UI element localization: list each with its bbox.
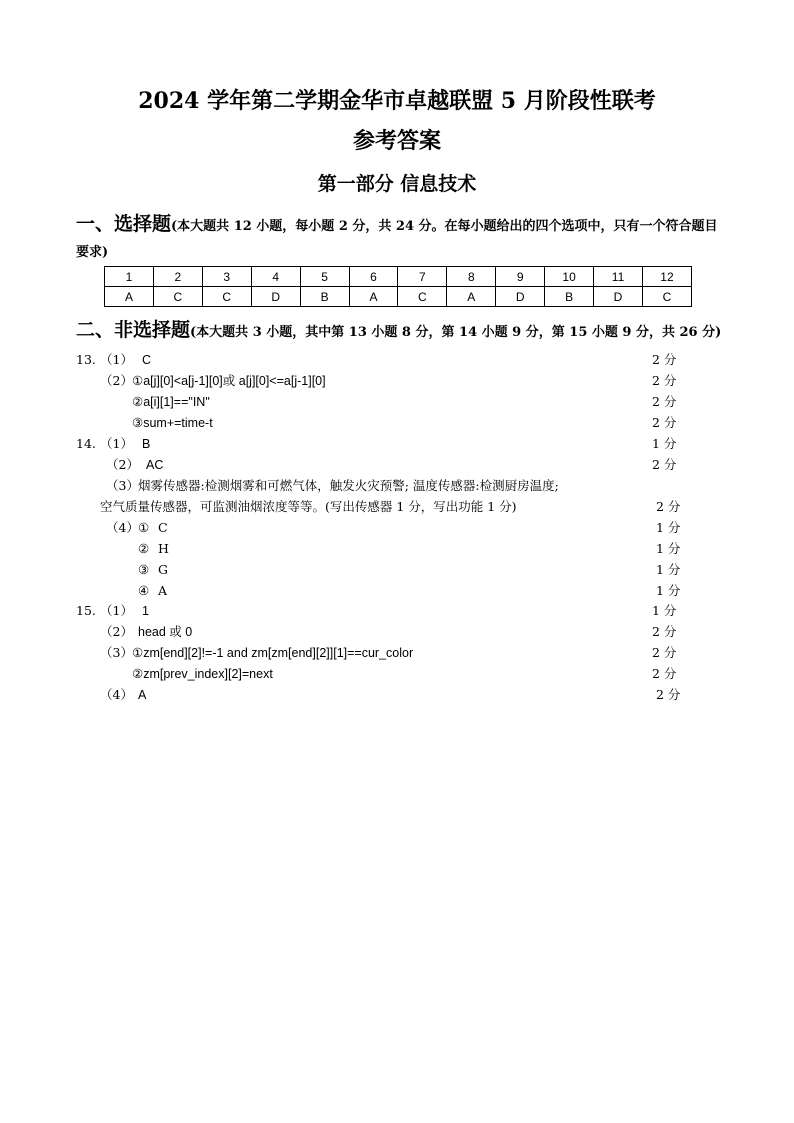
- section1-title: 一、选择题: [76, 213, 172, 235]
- question-number: 12: [642, 267, 691, 287]
- answer-row: [105, 287, 692, 307]
- question-number: 6: [349, 267, 398, 287]
- section2-title: 二、非选择题: [76, 319, 191, 341]
- answer-line-14-3b: [0, 497, 794, 517]
- exam-title: 2024 学年第二学期金华市卓越联盟 5 月阶段性联考: [138, 88, 656, 114]
- circled-number: ①: [138, 520, 150, 535]
- answer-line-13-2b: [0, 392, 794, 412]
- answer-text-line1: 烟雾传感器:检测烟雾和可燃气体，触发火灾预警; 温度传感器:检测厨房温度;: [138, 478, 559, 493]
- answer-text: C: [142, 353, 152, 367]
- question-number: 11: [594, 267, 643, 287]
- subtitle: 参考答案: [352, 128, 441, 154]
- score: 2 分: [652, 373, 677, 388]
- answer-cell: A: [105, 287, 154, 307]
- answer-text: 1: [142, 604, 149, 618]
- question-number-row: [105, 267, 692, 287]
- circled-number: ③: [138, 562, 150, 577]
- question-number: 13.: [76, 352, 96, 367]
- answer-line-14-4a: [0, 518, 794, 538]
- answer-line-15-4: [0, 685, 794, 705]
- answer-text: B: [142, 437, 151, 451]
- score: 1 分: [656, 541, 681, 556]
- question-number: 8: [447, 267, 496, 287]
- question-number: 9: [496, 267, 545, 287]
- answer-line-14-4d: [0, 581, 794, 601]
- answer-line-14-4b: [0, 539, 794, 559]
- question-number: 4: [251, 267, 300, 287]
- section1-desc: (本大题共 12 小题，每小题 2 分，共 24 分。在每小题给出的四个选项中，只有一个符合题目要求): [76, 219, 718, 260]
- sub-question: （2）: [100, 624, 133, 639]
- answer-cell: D: [251, 287, 300, 307]
- answer-line-13-2: [0, 371, 794, 391]
- answer-line-15-3a: [0, 643, 794, 663]
- answer-cell: C: [153, 287, 202, 307]
- part-title: 第一部分 信息技术: [317, 173, 477, 195]
- score: 1 分: [656, 562, 681, 577]
- answer-text: C: [158, 520, 168, 535]
- answer-cell: B: [300, 287, 349, 307]
- answer-text: head 或 0: [138, 625, 193, 639]
- answer-text: G: [158, 562, 168, 577]
- score: 2 分: [652, 624, 677, 639]
- answer-line-15-3b: [0, 664, 794, 684]
- sub-question: （4）: [100, 687, 133, 702]
- question-number: 5: [300, 267, 349, 287]
- answer-text: H: [158, 541, 169, 556]
- answer-line-14-1: [0, 434, 794, 454]
- score: 1 分: [656, 520, 681, 535]
- score: 2 分: [656, 499, 681, 514]
- score: 2 分: [652, 394, 677, 409]
- answer-cell: C: [642, 287, 691, 307]
- score: 2 分: [652, 415, 677, 430]
- score: 2 分: [652, 666, 677, 681]
- answer-line-14-3: [0, 476, 794, 496]
- answer-cell: A: [349, 287, 398, 307]
- answer-text-line2: 空气质量传感器，可监测油烟浓度等等。(写出传感器 1 分，写出功能 1 分): [100, 499, 517, 514]
- score: 1 分: [652, 603, 677, 618]
- answer-text: ②zm[prev_index][2]=next: [132, 667, 273, 681]
- section1-heading: [76, 212, 726, 265]
- sub-question: （3）: [106, 478, 139, 493]
- score: 2 分: [652, 352, 677, 367]
- question-number: 10: [545, 267, 594, 287]
- score: 2 分: [652, 645, 677, 660]
- sub-question: （1）: [100, 603, 133, 618]
- answer-text: ③sum+=time-t: [132, 416, 213, 430]
- score: 2 分: [656, 687, 681, 702]
- answer-cell: D: [594, 287, 643, 307]
- answer-line-13-1: [0, 350, 794, 370]
- answer-cell: C: [202, 287, 251, 307]
- question-number: 2: [153, 267, 202, 287]
- circled-number: ④: [138, 583, 150, 598]
- answer-line-15-2: [0, 622, 794, 642]
- answer-text: A: [138, 688, 147, 702]
- answer-cell: B: [545, 287, 594, 307]
- sub-question: （1）: [100, 436, 133, 451]
- choice-answer-table: [104, 266, 692, 307]
- answer-cell: A: [447, 287, 496, 307]
- answer-text: ①a[j][0]<a[j-1][0]或 a[j][0]<=a[j-1][0]: [132, 374, 326, 388]
- score: 1 分: [656, 583, 681, 598]
- circled-number: ②: [138, 541, 150, 556]
- answer-text: ②a[i][1]=="IN": [132, 395, 210, 409]
- question-number: 14.: [76, 436, 96, 451]
- sub-question: （3）: [100, 645, 133, 660]
- answer-line-15-1: [0, 601, 794, 621]
- sub-question: （4）: [106, 520, 139, 535]
- answer-text: AC: [146, 458, 164, 472]
- answer-line-13-2c: [0, 413, 794, 433]
- sub-question: （2）: [106, 457, 139, 472]
- question-number: 1: [105, 267, 154, 287]
- section2-heading: [76, 318, 726, 345]
- answer-text: A: [158, 583, 168, 598]
- answer-text: ①zm[end][2]!=-1 and zm[zm[end][2]][1]==cur_color: [132, 646, 414, 660]
- answer-cell: D: [496, 287, 545, 307]
- answer-cell: C: [398, 287, 447, 307]
- question-number: 7: [398, 267, 447, 287]
- score: 2 分: [652, 457, 677, 472]
- score: 1 分: [652, 436, 677, 451]
- answer-line-14-4c: [0, 560, 794, 580]
- answer-line-14-2: [0, 455, 794, 475]
- sub-question: （1）: [100, 352, 133, 367]
- question-number: 15.: [76, 603, 96, 618]
- question-number: 3: [202, 267, 251, 287]
- section2-desc: (本大题共 3 小题，其中第 13 小题 8 分，第 14 小题 9 分，第 15 小题 9 分，共 26 分): [190, 325, 722, 340]
- sub-question: （2）: [100, 373, 133, 388]
